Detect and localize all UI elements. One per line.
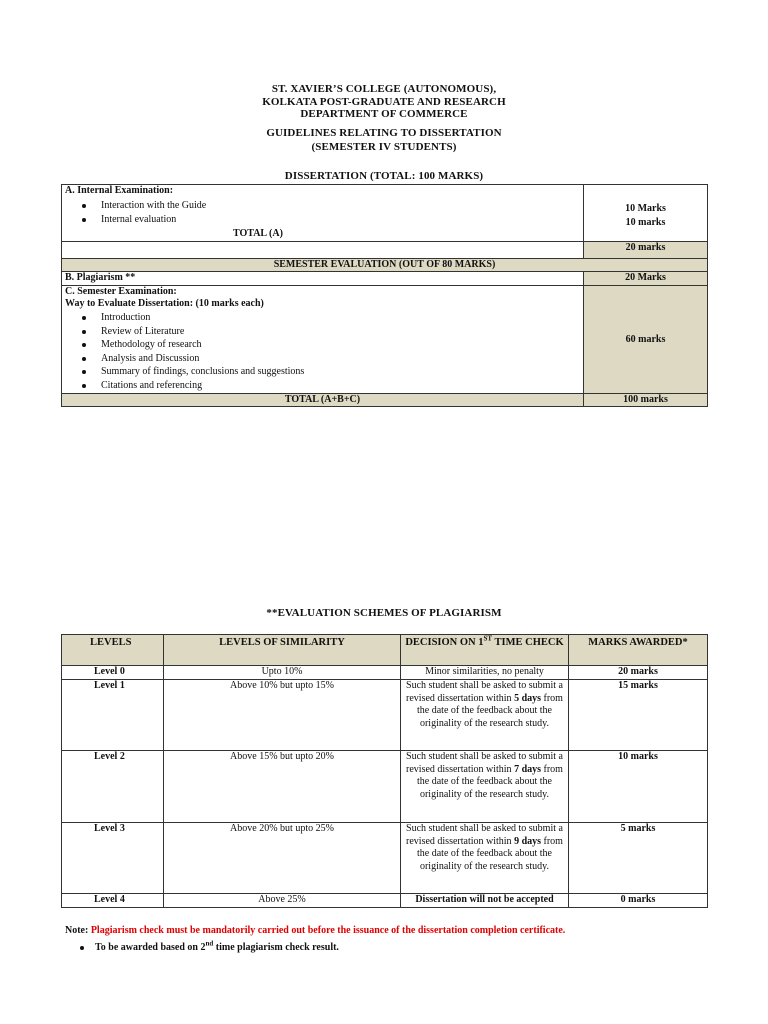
note <box>65 925 565 936</box>
list-item: Interaction with the Guide <box>101 199 580 213</box>
similarity-cell: Above 20% but upto 25% <box>164 823 401 894</box>
plagiarism-title: **EVALUATION SCHEMES OF PLAGIARISM <box>266 607 502 619</box>
plagiarism-header-row <box>62 635 708 666</box>
section-c-title: C. Semester Examination: <box>65 286 177 297</box>
section-b-marks: 20 Marks <box>584 272 708 286</box>
marks-cell: 20 marks <box>569 666 708 680</box>
decision-cell: Such student shall be asked to submit a revised dissertation within 9 days from the date of the feedback about the originality of the research study. <box>401 823 569 894</box>
marks-cell: 0 marks <box>569 894 708 908</box>
table-row <box>62 823 708 894</box>
guide-marks: 10 Marks <box>625 203 666 214</box>
decision-header: DECISION ON 1ST TIME CHECK <box>401 635 569 666</box>
levels-header: LEVELS <box>62 635 164 666</box>
semester-header-row <box>62 259 708 272</box>
section-b-row <box>62 272 708 286</box>
table-row <box>62 751 708 823</box>
document-title: GUIDELINES RELATING TO DISSERTATION <box>266 127 502 139</box>
total-a-row <box>62 242 708 259</box>
internal-marks: 10 marks <box>625 217 666 228</box>
marks-awarded-header: MARKS AWARDED* <box>569 635 708 666</box>
decision-cell: Minor similarities, no penalty <box>401 666 569 680</box>
note-text: Plagiarism check must be mandatorily carried out before the issuance of the dissertation completion certificate. <box>90 925 566 936</box>
similarity-cell: Above 10% but upto 15% <box>164 680 401 751</box>
similarity-cell: Above 15% but upto 20% <box>164 751 401 823</box>
grand-total-row <box>62 394 708 407</box>
section-b-title: B. Plagiarism ** <box>62 272 584 286</box>
decision-cell: Such student shall be asked to submit a revised dissertation within 7 days from the date of the feedback about the originality of the research study. <box>401 751 569 823</box>
similarity-header: LEVELS OF SIMILARITY <box>164 635 401 666</box>
department-name: DEPARTMENT OF COMMERCE <box>300 108 468 120</box>
similarity-cell: Above 25% <box>164 894 401 908</box>
list-item: Introduction <box>101 311 580 325</box>
level-cell: Level 0 <box>62 666 164 680</box>
semester-evaluation-header: SEMESTER EVALUATION (OUT OF 80 MARKS) <box>62 259 708 272</box>
total-a-label: TOTAL (A) <box>233 228 283 239</box>
college-name: ST. XAVIER’S COLLEGE (AUTONOMOUS), <box>271 83 497 95</box>
dissertation-total: DISSERTATION (TOTAL: 100 MARKS) <box>284 170 484 182</box>
list-item: Internal evaluation <box>101 213 580 227</box>
section-c-list <box>65 311 580 392</box>
level-cell: Level 2 <box>62 751 164 823</box>
section-a-row <box>62 185 708 242</box>
table-row <box>62 680 708 751</box>
section-c-row <box>62 286 708 394</box>
list-item: Summary of findings, conclusions and suggestions <box>101 365 580 379</box>
marks-table <box>61 184 708 407</box>
level-cell: Level 4 <box>62 894 164 908</box>
marks-cell: 10 marks <box>569 751 708 823</box>
decision-cell: Dissertation will not be accepted <box>401 894 569 908</box>
section-c-marks: 60 marks <box>584 286 708 394</box>
grand-total-label: TOTAL (A+B+C) <box>62 394 584 407</box>
level-cell: Level 1 <box>62 680 164 751</box>
list-item: Review of Literature <box>101 325 580 339</box>
document-subtitle: (SEMESTER IV STUDENTS) <box>311 141 457 153</box>
marks-cell: 5 marks <box>569 823 708 894</box>
section-a-title: A. Internal Examination: <box>65 185 174 196</box>
level-cell: Level 3 <box>62 823 164 894</box>
similarity-cell: Upto 10% <box>164 666 401 680</box>
table-row <box>62 894 708 908</box>
footnote: To be awarded based on 2nd time plagiarism check result. <box>80 942 339 953</box>
decision-cell: Such student shall be asked to submit a revised dissertation within 5 days from the date of the feedback about the originality of the research study. <box>401 680 569 751</box>
list-item: Methodology of research <box>101 338 580 352</box>
total-a-marks: 20 marks <box>584 242 708 259</box>
marks-cell: 15 marks <box>569 680 708 751</box>
grand-total-marks: 100 marks <box>584 394 708 407</box>
note-label: Note: <box>65 925 89 936</box>
table-row <box>62 666 708 680</box>
section-a-list <box>65 199 580 227</box>
section-c-subtitle: Way to Evaluate Dissertation: (10 marks each) <box>65 298 264 309</box>
college-location: KOLKATA POST-GRADUATE AND RESEARCH <box>262 96 506 108</box>
plagiarism-table <box>61 634 708 908</box>
list-item: Analysis and Discussion <box>101 352 580 366</box>
list-item: Citations and referencing <box>101 379 580 393</box>
